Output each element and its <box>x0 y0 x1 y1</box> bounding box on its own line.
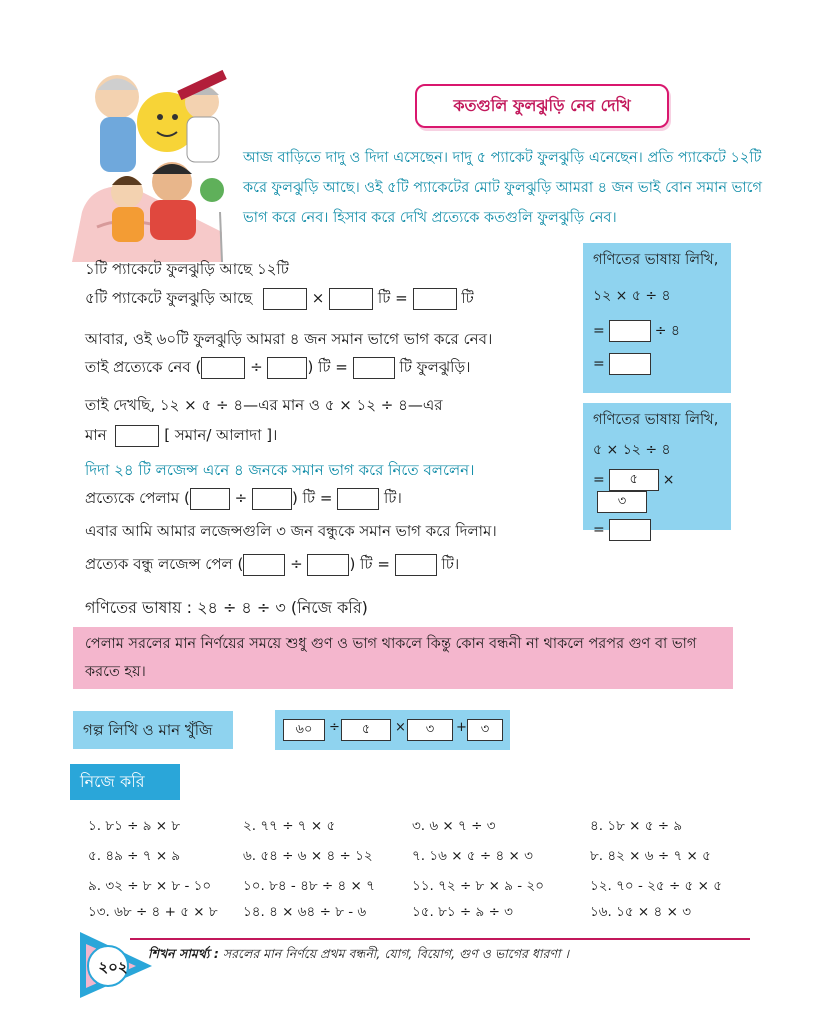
answer-box[interactable] <box>413 288 457 310</box>
exercise-item: ১. ৮১ ÷ ৯ × ৮ <box>88 818 181 834</box>
exercise-item: ৩. ৬ × ৭ ÷ ৩ <box>412 818 496 834</box>
exercise-item: ১২. ৭০ - ২৫ ÷ ৫ × ৫ <box>590 878 722 894</box>
line-3: আবার, ওই ৬০টি ফুলঝুড়ি আমরা ৪ জন সমান ভাগে ভাগ করে নেব। <box>85 330 493 348</box>
line-6: মান [ সমান/ আলাদা ]। <box>85 423 277 447</box>
value-box: ৫ <box>341 719 391 741</box>
line-7: দিদা ২৪ টি লজেন্স এনে ৪ জনকে সমান ভাগ করে নিতে বললেন। <box>85 461 475 479</box>
line-8: প্রত্যেকে পেলাম ( ÷ ) টি = টি। <box>85 486 402 510</box>
value-box: ৩ <box>467 719 503 741</box>
value-box: ৩ <box>407 719 453 741</box>
exercise-item: ৭. ১৬ × ৫ ÷ ৪ × ৩ <box>412 848 533 864</box>
exercise-item: ১০. ৮৪ - ৪৮ ÷ ৪ × ৭ <box>243 878 375 894</box>
page-title: কতগুলি ফুলঝুড়ি নেব দেখি <box>415 84 669 128</box>
intro-paragraph: আজ বাড়িতে দাদু ও দিদা এসেছেন। দাদু ৫ প্যাকেট ফুলঝুড়ি এনেছেন। প্রতি প্যাকেটে ১২টি করে ফুলঝুড়ি আছে। ওই ৫টি প্যাকেটের মোট ফুলঝুড়ি আমরা ৪ জন ভাই বোন সমান ভাগে ভাগ করে নেব। হিসাব করে দেখি প্রত্যেকে কতগুলি ফুলঝুড়ি নেব। <box>243 150 762 226</box>
exercise-item: ২. ৭৭ ÷ ৭ × ৫ <box>243 818 336 834</box>
exercise-item: ১৪. ৪ × ৬৪ ÷ ৮ - ৬ <box>243 904 367 920</box>
answer-box[interactable] <box>395 554 437 576</box>
answer-box[interactable] <box>115 425 159 447</box>
exercise-item: ১৬. ১৫ × ৪ × ৩ <box>590 904 691 920</box>
exercise-item: ৯. ৩২ ÷ ৮ × ৮ - ১০ <box>88 878 212 894</box>
exercise-item: ৪. ১৮ × ৫ ÷ ৯ <box>590 818 683 834</box>
answer-box[interactable] <box>609 519 651 541</box>
line-2: ৫টি প্যাকেটে ফুলঝুড়ি আছে × টি = টি <box>85 286 474 310</box>
answer-box[interactable] <box>243 554 285 576</box>
answer-box[interactable] <box>252 488 292 510</box>
value-box: ৬০ <box>283 719 325 741</box>
line-1: ১টি প্যাকেটে ফুলঝুড়ি আছে ১২টি <box>85 260 289 278</box>
value-box[interactable]: ৫ <box>609 469 659 491</box>
exercise-item: ১৫. ৮১ ÷ ৯ ÷ ৩ <box>412 904 513 920</box>
answer-box[interactable] <box>609 353 651 375</box>
side-panel-1: গণিতের ভাষায় লিখি, ১২ × ৫ ÷ ৪ = ÷ ৪ = <box>583 243 731 393</box>
answer-box[interactable] <box>201 357 245 379</box>
side-panel-expression: ১২ × ৫ ÷ ৪ <box>593 288 671 304</box>
line-9: এবার আমি আমার লজেন্সগুলি ৩ জন বন্ধুকে সমান ভাগ করে দিলাম। <box>85 522 497 540</box>
exercise-item: ৫. ৪৯ ÷ ৭ × ৯ <box>88 848 181 864</box>
line-11: গণিতের ভাষায় : ২৪ ÷ ৪ ÷ ৩ (নিজে করি) <box>85 598 368 617</box>
side-panel-expression: ৫ × ১২ ÷ ৪ <box>593 442 671 458</box>
answer-box[interactable] <box>329 288 373 310</box>
answer-box[interactable] <box>609 320 651 342</box>
answer-box[interactable] <box>267 357 307 379</box>
rule-note: পেলাম সরলের মান নির্ণয়ের সময়ে শুধু গুণ ও ভাগ থাকলে কিন্তু কোন বন্ধনী না থাকলে পরপর গুণ বা ভাগ করতে হয়। <box>73 627 733 689</box>
answer-box[interactable] <box>353 357 395 379</box>
self-practice-label: নিজে করি <box>70 764 180 800</box>
line-4: তাই প্রত্যেকে নেব ( ÷ ) টি = টি ফুলঝুড়ি। <box>85 355 471 379</box>
answer-box[interactable] <box>263 288 307 310</box>
footer-divider <box>130 938 750 940</box>
line-5: তাই দেখছি, ১২ × ৫ ÷ ৪—এর মান ও ৫ × ১২ ÷ ৪—এর <box>85 396 443 414</box>
exercise-item: ৮. ৪২ × ৬ ÷ ৭ × ৫ <box>590 848 711 864</box>
exercise-item: ১১. ৭২ ÷ ৮ × ৯ - ২০ <box>412 878 544 894</box>
value-box[interactable]: ৩ <box>597 491 647 513</box>
answer-box[interactable] <box>190 488 230 510</box>
exercise-item: ৬. ৫৪ ÷ ৬ × ৪ ÷ ১২ <box>243 848 373 864</box>
page-number: ২০২ <box>98 958 128 976</box>
story-label: গল্প লিখি ও মান খুঁজি <box>73 711 233 749</box>
family-illustration <box>72 62 242 262</box>
answer-box[interactable] <box>337 488 379 510</box>
learning-outcome: শিখন সামর্থ্য : সরলের মান নির্ণয়ে প্রথম বন্ধনী, যোগ, বিয়োগ, গুণ ও ভাগের ধারণা । <box>148 946 569 961</box>
story-expression: ৬০ ÷ ৫ × ৩ + ৩ <box>275 710 510 750</box>
side-panel-heading: গণিতের ভাষায় লিখি, <box>593 412 719 428</box>
line-10: প্রত্যেক বন্ধু লজেন্স পেল ( ÷ ) টি = টি। <box>85 552 459 576</box>
side-panel-heading: গণিতের ভাষায় লিখি, <box>593 252 719 268</box>
answer-box[interactable] <box>307 554 349 576</box>
exercise-item: ১৩. ৬৮ ÷ ৪ + ৫ × ৮ <box>88 904 218 920</box>
side-panel-2: গণিতের ভাষায় লিখি, ৫ × ১২ ÷ ৪ = ৫ ×৩ = <box>583 403 731 530</box>
